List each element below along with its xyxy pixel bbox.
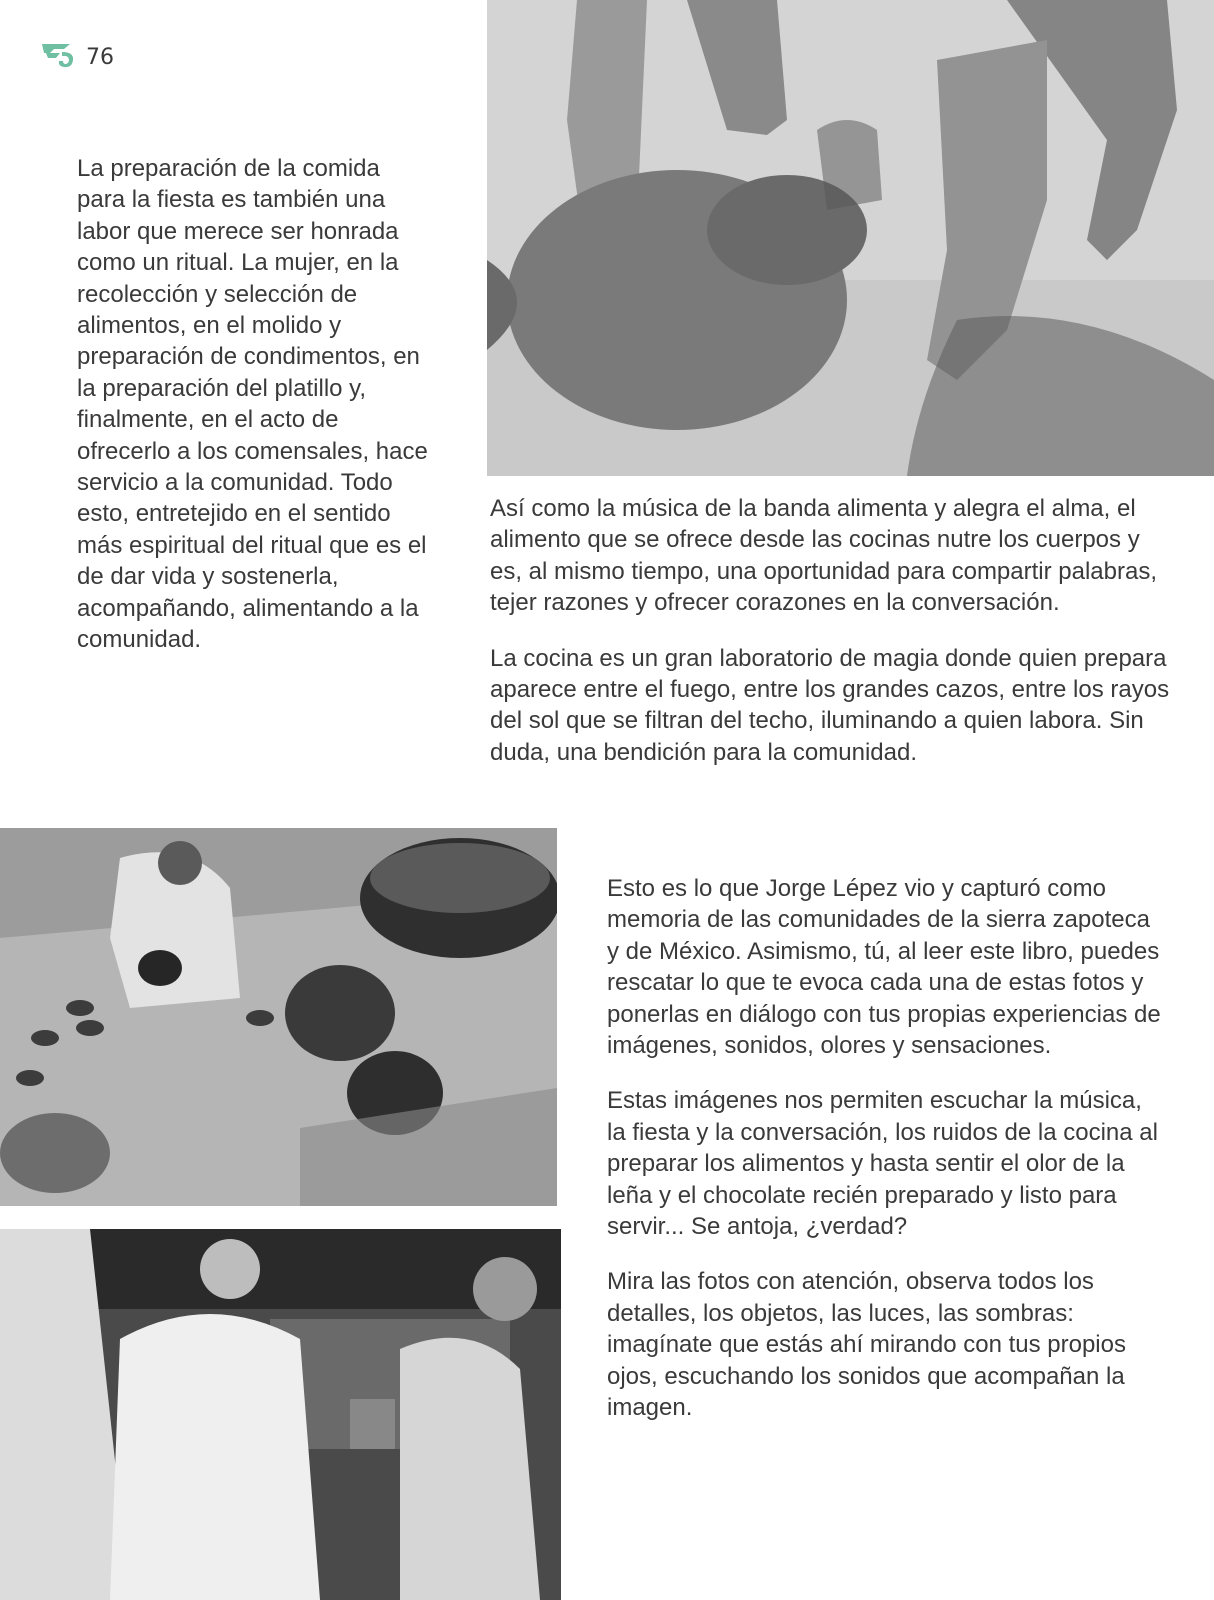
right-top-paragraph-1: Así como la música de la banda alimenta y alegra el alma, el alimento que se ofrece desde las cocinas nutre los cuerpos y es, al mismo tiempo, una oportunidad para compartir palabras, tejer razones y ofrecer corazones en la conversación. — [490, 495, 1158, 617]
right-top-paragraph-2: La cocina es un gran laboratorio de magia donde quien prepara aparece entre el fuego, entre los grandes cazos, entre los rayos del sol que se filtran del techo, iluminando a quien labora. Sin duda, una bendición para la comunidad. — [490, 644, 1170, 766]
left-paragraph: La preparación de la comida para la fiesta es también una labor que merece ser honrada como un ritual. La mujer, en la recolección y selección de alimentos, en el molido y preparación de condimentos, en la preparación del platillo y, finalmente, en el acto de ofrecerlo a los comensales, hace servicio a la comunidad. Todo esto, entretejido en el sentido más espiritual del ritual que es el de dar vida y sostenerla, acompañando, alimentando a la comunidad. — [77, 155, 428, 654]
right-bottom-text — [607, 873, 1167, 1448]
photo-women-in-kitchen — [0, 1229, 561, 1600]
page-number: 76 — [86, 44, 114, 70]
right-top-text — [490, 493, 1170, 792]
scroll-glyph-icon — [40, 40, 78, 75]
right-bottom-paragraph-3: Mira las fotos con atención, observa todos los detalles, los objetos, las luces, las sombras: imagínate que estás ahí mirando con tus propios ojos, escuchando los sonidos que acompañan la imagen. — [607, 1268, 1126, 1422]
photo-pig-and-walkers — [487, 0, 1214, 476]
right-bottom-paragraph-2: Estas imágenes nos permiten escuchar la música, la fiesta y la conversación, los ruidos de la cocina al preparar los alimentos y hasta sentir el olor de la leña y el chocolate recién preparado y listo para servir... Se antoja, ¿verdad? — [607, 1087, 1158, 1241]
left-column-text — [77, 153, 432, 680]
photo-woman-with-pots — [0, 828, 557, 1206]
right-bottom-paragraph-1: Esto es lo que Jorge Lépez vio y capturó como memoria de las comunidades de la sierra zapoteca y de México. Asimismo, tú, al leer este libro, puedes rescatar lo que te evoca cada una de estas fotos y ponerlas en diálogo con tus propias experiencias de imágenes, sonidos, olores y sensaciones. — [607, 875, 1161, 1060]
page-number-block — [40, 42, 114, 72]
